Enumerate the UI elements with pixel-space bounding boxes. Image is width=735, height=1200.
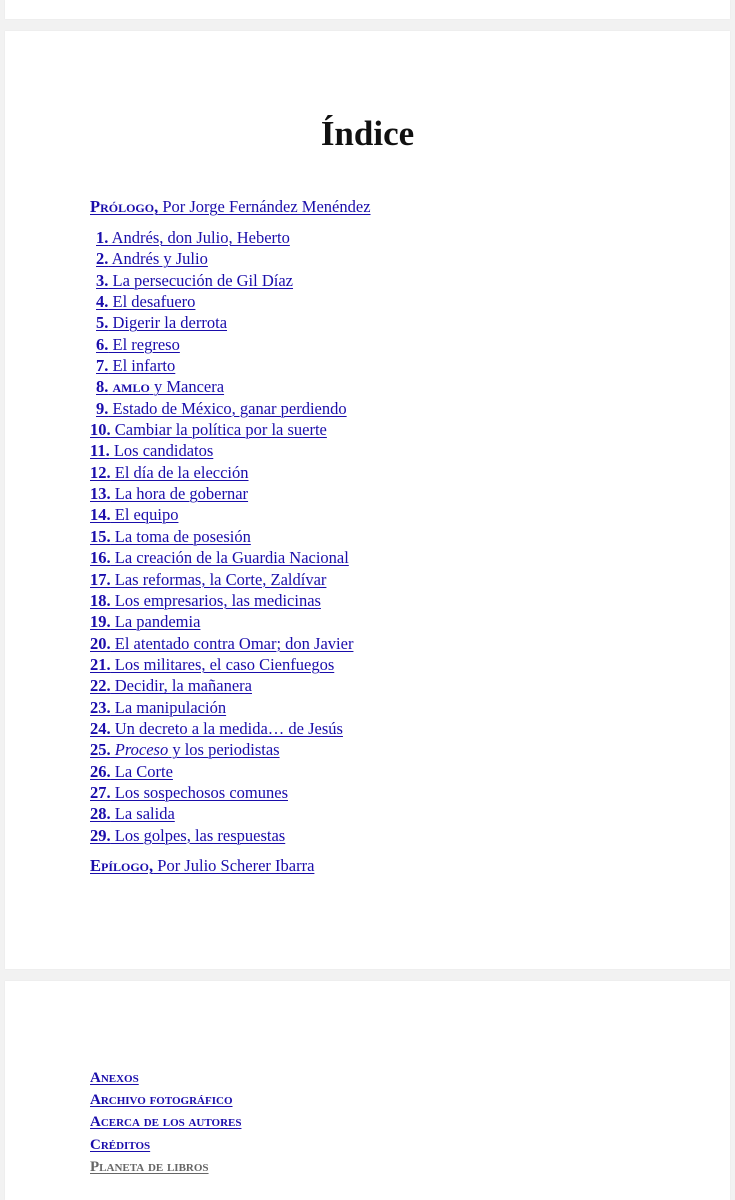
chapter-link[interactable] xyxy=(96,313,227,332)
chapter-link[interactable] xyxy=(90,591,321,610)
acerca-autores-link[interactable]: Acerca de los autores xyxy=(90,1114,242,1131)
chapter-title: Andrés y Julio xyxy=(108,249,208,269)
prologo-link[interactable] xyxy=(90,197,371,216)
toc-page xyxy=(5,31,730,969)
back-matter-list xyxy=(90,1067,241,1178)
chapter-number: 25. xyxy=(90,740,111,760)
back-matter-item-autores xyxy=(90,1111,241,1133)
toc-entry-chapter-15 xyxy=(90,526,353,547)
chapter-link[interactable] xyxy=(96,356,175,375)
chapter-title: La manipulación xyxy=(110,697,227,717)
anexos-link[interactable]: Anexos xyxy=(90,1070,139,1086)
chapter-title: El equipo xyxy=(110,505,179,525)
chapter-title: Digerir la derrota xyxy=(108,313,228,333)
toc-entry-chapter-17 xyxy=(90,569,353,590)
creditos-link[interactable]: Créditos xyxy=(90,1136,151,1153)
toc-entry-chapter-7 xyxy=(90,355,353,376)
chapter-title: Cambiar la política por la suerte xyxy=(110,420,327,440)
chapter-title: Decidir, la mañanera xyxy=(110,676,252,696)
chapter-number: 24. xyxy=(90,718,111,738)
epilogo-text: Por Julio Scherer Ibarra xyxy=(153,856,315,875)
prologo-label: Prólogo, xyxy=(90,197,159,216)
toc-entry-chapter-18 xyxy=(90,590,353,611)
chapter-link[interactable] xyxy=(90,676,252,695)
chapter-number: 27. xyxy=(90,782,111,802)
chapter-title: y los periodistas xyxy=(168,740,280,760)
back-matter-item-creditos xyxy=(90,1134,241,1156)
chapter-number: 23. xyxy=(90,697,111,717)
toc-entry-chapter-16 xyxy=(90,547,353,568)
chapter-title: Las reformas, la Corte, Zaldívar xyxy=(110,569,327,589)
epilogo-link[interactable] xyxy=(90,856,314,875)
chapter-number: 16. xyxy=(90,548,111,568)
toc-entry-chapter-14 xyxy=(90,504,353,525)
chapter-number: 11. xyxy=(90,441,110,461)
chapter-link[interactable] xyxy=(90,612,200,631)
chapter-link[interactable] xyxy=(90,570,326,589)
chapter-title: Los empresarios, las medicinas xyxy=(110,590,321,610)
chapter-number: 15. xyxy=(90,526,111,546)
prologo-text: Por Jorge Fernández Menéndez xyxy=(158,197,371,216)
toc-entry-chapter-25 xyxy=(90,739,353,760)
chapter-link[interactable] xyxy=(96,292,195,311)
chapter-link[interactable] xyxy=(90,634,353,653)
chapter-title: Los sospechosos comunes xyxy=(110,782,288,802)
chapter-title: La pandemia xyxy=(110,612,201,632)
chapter-number: 6. xyxy=(96,334,109,354)
toc-entry-chapter-13 xyxy=(90,483,353,504)
back-matter-item-archivo xyxy=(90,1089,241,1111)
chapter-number: 8. xyxy=(96,377,109,397)
chapter-number: 3. xyxy=(96,270,109,290)
toc-entry-epilogo xyxy=(90,855,314,876)
back-matter-item-planeta xyxy=(90,1156,241,1178)
chapter-link[interactable] xyxy=(90,698,226,717)
chapter-number: 29. xyxy=(90,825,111,845)
chapter-number: 7. xyxy=(96,356,109,376)
toc-entry-chapter-22 xyxy=(90,675,353,696)
chapter-title: El desafuero xyxy=(108,292,196,312)
toc-entry-chapter-29 xyxy=(90,825,353,846)
chapter-number: 5. xyxy=(96,313,109,333)
planeta-de-libros-link[interactable]: Planeta de libros xyxy=(90,1158,209,1175)
chapter-number: 12. xyxy=(90,462,111,482)
chapter-link[interactable] xyxy=(90,441,213,460)
chapter-title: El regreso xyxy=(108,334,180,354)
chapter-link[interactable] xyxy=(96,249,208,268)
chapter-link[interactable] xyxy=(96,271,293,290)
chapter-link[interactable] xyxy=(90,719,343,738)
chapter-link[interactable] xyxy=(90,783,288,802)
chapter-title: El infarto xyxy=(108,356,176,376)
chapter-number: 13. xyxy=(90,484,111,504)
chapter-link[interactable] xyxy=(90,762,173,781)
toc-entry-chapter-6 xyxy=(90,334,353,355)
chapter-link[interactable] xyxy=(90,463,249,482)
toc-entry-chapter-1 xyxy=(90,227,353,248)
chapter-title: La hora de gobernar xyxy=(110,484,249,504)
chapter-link[interactable] xyxy=(90,505,178,524)
toc-entry-chapter-10 xyxy=(90,419,353,440)
chapter-link[interactable] xyxy=(96,228,290,247)
chapter-title: El atentado contra Omar; don Javier xyxy=(110,633,354,653)
toc-entry-chapter-12 xyxy=(90,462,353,483)
chapter-link[interactable] xyxy=(90,740,280,759)
chapter-title: La salida xyxy=(110,804,175,824)
toc-entry-chapter-4 xyxy=(90,291,353,312)
chapter-list xyxy=(90,227,353,846)
toc-entry-chapter-11 xyxy=(90,440,353,461)
chapter-title: La persecución de Gil Díaz xyxy=(108,270,294,290)
chapter-link[interactable] xyxy=(96,399,347,418)
toc-entry-chapter-8 xyxy=(90,376,353,397)
chapter-title: Los golpes, las respuestas xyxy=(110,825,286,845)
back-matter-page xyxy=(5,981,730,1200)
chapter-title-italic: Proceso xyxy=(110,740,169,760)
chapter-number: 1. xyxy=(96,228,109,247)
chapter-title: Andrés, don Julio, Heberto xyxy=(108,228,290,247)
toc-entry-chapter-9 xyxy=(90,398,353,419)
chapter-title: Un decreto a la medida… de Jesús xyxy=(110,718,343,738)
toc-entry-chapter-27 xyxy=(90,782,353,803)
back-matter-item-anexos xyxy=(90,1067,241,1089)
toc-entry-chapter-20 xyxy=(90,633,353,654)
chapter-title: El día de la elección xyxy=(110,462,249,482)
epilogo-label: Epílogo, xyxy=(90,856,154,875)
chapter-number: 20. xyxy=(90,633,111,653)
chapter-number: 18. xyxy=(90,590,111,610)
toc-entry-prologo xyxy=(90,196,371,217)
toc-entry-chapter-24 xyxy=(90,718,353,739)
chapter-number: 2. xyxy=(96,249,109,269)
chapter-title: Los candidatos xyxy=(109,441,214,461)
chapter-link[interactable] xyxy=(90,484,248,503)
chapter-link[interactable] xyxy=(90,655,334,674)
chapter-title: Estado de México, ganar perdiendo xyxy=(108,398,347,418)
page-title: Índice xyxy=(320,114,415,153)
chapter-number: 19. xyxy=(90,612,111,632)
chapter-link[interactable] xyxy=(90,804,175,823)
chapter-number: 9. xyxy=(96,398,109,418)
chapter-link[interactable] xyxy=(90,548,349,567)
chapter-title: La toma de posesión xyxy=(110,526,251,546)
chapter-number: 21. xyxy=(90,654,111,674)
chapter-number: 4. xyxy=(96,292,109,312)
toc-entry-chapter-19 xyxy=(90,611,353,632)
toc-entry-chapter-3 xyxy=(90,270,353,291)
chapter-number: 28. xyxy=(90,804,111,824)
toc-entry-chapter-5 xyxy=(90,312,353,333)
chapter-title-smallcaps: amlo xyxy=(108,377,150,397)
chapter-title: La creación de la Guardia Nacional xyxy=(110,548,349,568)
chapter-link[interactable] xyxy=(90,826,285,845)
chapter-link[interactable] xyxy=(96,335,180,354)
toc-entry-chapter-2 xyxy=(90,248,353,269)
chapter-title: y Mancera xyxy=(149,377,225,397)
toc-entry-chapter-28 xyxy=(90,803,353,824)
chapter-title: Los militares, el caso Cienfuegos xyxy=(110,654,335,674)
chapter-number: 10. xyxy=(90,420,111,440)
previous-page-edge xyxy=(5,0,730,19)
chapter-link[interactable] xyxy=(96,377,224,396)
chapter-title: La Corte xyxy=(110,761,173,781)
chapter-number: 17. xyxy=(90,569,111,589)
chapter-number: 26. xyxy=(90,761,111,781)
chapter-link[interactable] xyxy=(90,527,251,546)
toc-entry-chapter-21 xyxy=(90,654,353,675)
chapter-number: 22. xyxy=(90,676,111,696)
toc-entry-chapter-26 xyxy=(90,761,353,782)
toc-entry-chapter-23 xyxy=(90,697,353,718)
archivo-fotografico-link[interactable]: Archivo fotográfico xyxy=(90,1092,233,1109)
chapter-link[interactable] xyxy=(90,420,327,439)
chapter-number: 14. xyxy=(90,505,111,525)
